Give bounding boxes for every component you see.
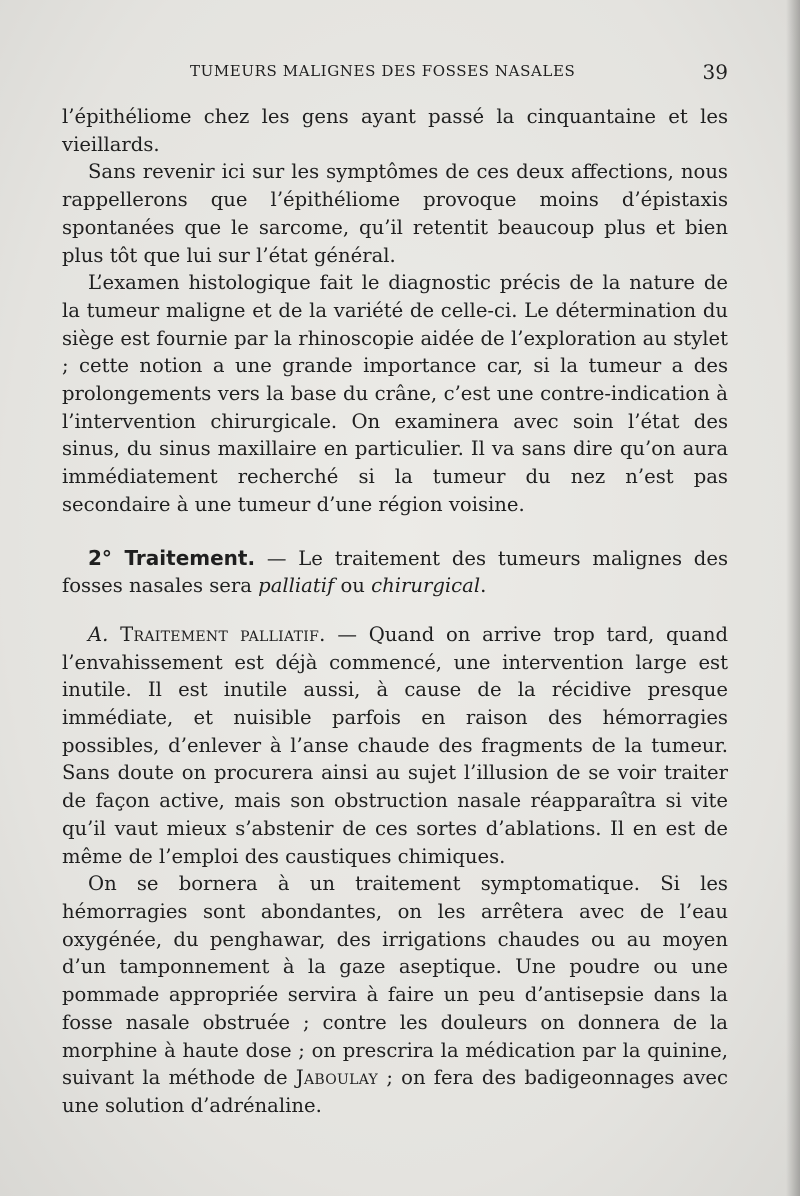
section-heading: 2° Traitement. — [88, 545, 256, 570]
paragraph-symptoms: Sans revenir ici sur les symptômes de ces deux affections, nous rappellerons que l’épithéliome provoque moins d’épistaxis spontanées que le sarcome, qu’il retentit beaucoup plus et bien plus tôt que lui sur l’état général. — [62, 160, 728, 267]
page-header — [62, 62, 728, 92]
page-edge-shadow — [786, 0, 800, 1196]
running-title: TUMEURS MALIGNES DES FOSSES NASALES — [190, 62, 576, 80]
subsection-text: — Quand on arrive trop tard, quand l’envahissement est déjà commencé, une intervention large est inutile. Il est inutile aussi, à cause de la récidive presque immédiate, et nuisible parfois en raison des hémorragies possibles, d’enlever à l’anse chaude des fragments de la tumeur. Sans doute on procurera ainsi au sujet l’illusion de se voir traiter de façon active, mais son obstruction nasale réapparaîtra si vite qu’il vaut mieux s’abstenir de ces sortes d’ablations. Il en est de même de l’emploi des caustiques chimiques. — [62, 622, 728, 868]
italic-palliatif: palliatif — [258, 574, 335, 598]
author-name: Jaboulay — [295, 1066, 379, 1090]
section-text: — Le traitement des tumeurs malignes des fosses nasales sera — [62, 546, 729, 598]
subsection-palliatif — [62, 621, 728, 870]
symptomatic-text: On se bornera à un traitement symptomatique. Si les hémorragies sont abondantes, on les arrêtera avec de l’eau oxygénée, du penghawar, des irrigations chaudes ou au moyen d’un tamponnement à la gaze aseptique. Une poudre ou une pommade appropriée servira à faire un peu d’antisepsie dans la fosse nasale obstruée ; contre les douleurs on donnera de la morphine à haute dose ; on prescrira la médication par la quinine, suivant la méthode de — [62, 872, 728, 1090]
section-text-mid: ou — [334, 574, 372, 598]
symptomatic-text-end: ; on fera des badigeonnages avec une solution d’adrénaline. — [62, 1066, 728, 1117]
page-number: 39 — [702, 60, 728, 84]
body-text — [62, 103, 728, 1120]
italic-chirurgical: chirurgical — [371, 574, 481, 598]
section-traitement — [62, 545, 728, 600]
paragraph-symptomatic — [62, 870, 728, 1119]
section-text-end: . — [480, 574, 487, 598]
paragraph-histology: L’examen histologique fait le diagnostic précis de la nature de la tumeur maligne et de la variété de celle-ci. Le détermination du siège est fournie par la rhinoscopie aidée de l’exploration au stylet ; cette notion a une grande importance car, si la tumeur a des prolongements vers la base du crâne, c’est une contre-indication à l’intervention chirurgicale. On examinera avec soin l’état des sinus, du sinus maxillaire en particulier. Il va sans dire qu’on aura immédiatement recherché si la tumeur du nez n’est pas secondaire à une tumeur d’une région voisine. — [62, 271, 728, 516]
paragraph-continued: l’épithéliome chez les gens ayant passé la cinquantaine et les vieillards. — [62, 105, 728, 156]
subsection-letter: A. — [88, 622, 109, 646]
subsection-title: Traitement palliatif. — [120, 622, 326, 646]
